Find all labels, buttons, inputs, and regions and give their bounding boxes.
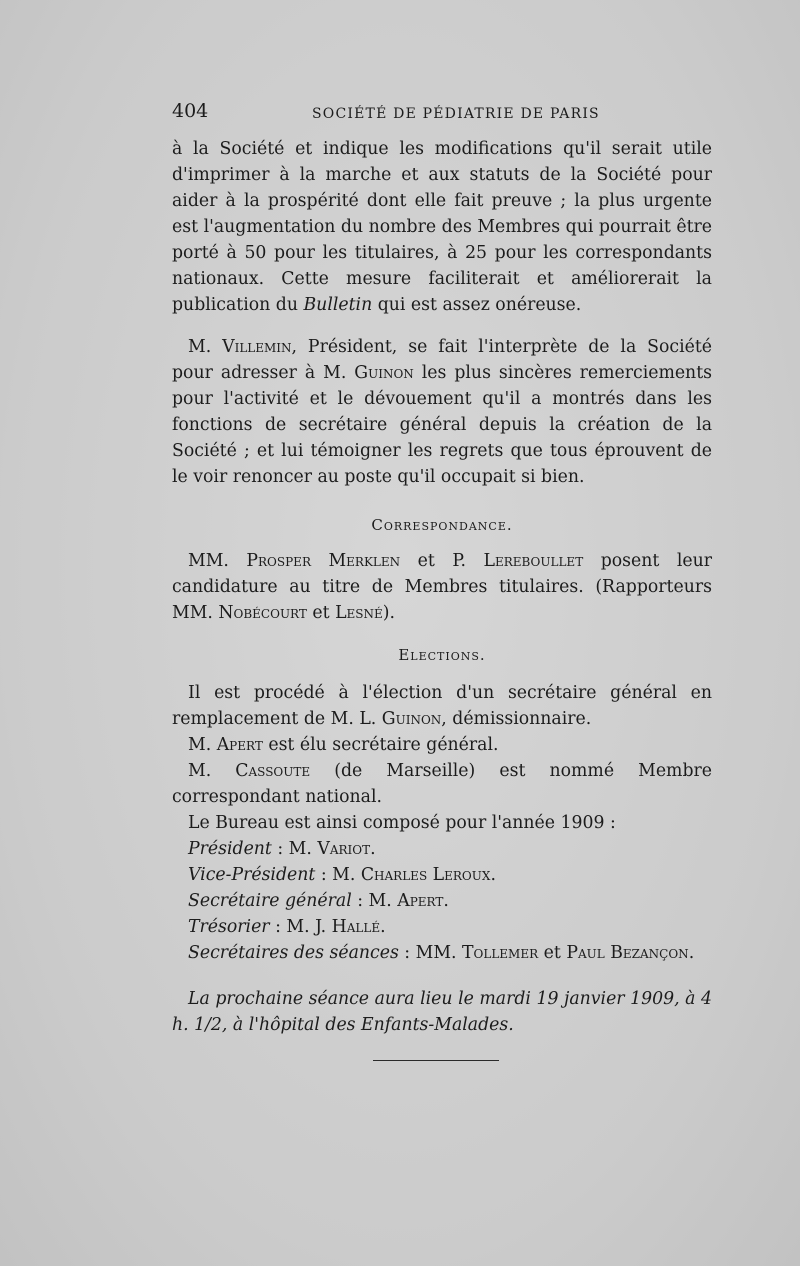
person-name: Tollemer xyxy=(462,943,539,963)
closing-rule xyxy=(373,1060,499,1061)
person-name: Nobécourt xyxy=(218,603,307,623)
punct: . xyxy=(443,891,449,911)
paragraph-text: ). xyxy=(382,603,396,623)
person-name: Guinon xyxy=(381,709,442,729)
running-head: SOCIÉTÉ DE PÉDIATRIE DE PARIS xyxy=(312,106,600,122)
role-label: Vice-Président xyxy=(188,865,316,885)
text-prefix: M. xyxy=(188,337,223,357)
paragraph-text: à la Société et indique les modifications qu'il serait utile d'imprimer à la marche et aux statuts de la Société pour aider à la prospérité dont elle fait preuve ; la plus urgente est l'augmentation du nombre des Membres qui pourrait être porté à 50 pour les titulaires, à 25 pour les correspondants nationaux. Cette mesure faciliterait et améliorerait la publication du xyxy=(172,139,712,315)
paragraph-statuts xyxy=(172,136,712,318)
person-name: Apert xyxy=(397,891,444,911)
role-label: Secrétaire général xyxy=(188,891,352,911)
person-name: Lesné xyxy=(335,603,383,623)
paragraph-text: , démissionnaire. xyxy=(441,709,592,729)
bureau-list xyxy=(172,836,712,966)
paragraph-tail: qui est assez onéreuse. xyxy=(372,295,582,315)
separator: : MM. xyxy=(398,943,462,963)
person-name: Prosper Merklen xyxy=(246,551,401,571)
paragraph-next-session xyxy=(172,986,712,1038)
bulletin-title: Bulletin xyxy=(303,295,373,315)
text-prefix: MM. xyxy=(188,551,247,571)
bureau-row-tresorier xyxy=(172,914,712,940)
paragraph-text: et xyxy=(306,603,336,623)
paragraph-cassoute xyxy=(172,758,712,810)
text-prefix: M. xyxy=(188,761,236,781)
separator: : M. xyxy=(271,839,318,859)
person-name: Charles Leroux xyxy=(360,865,491,885)
bureau-row-president xyxy=(172,836,712,862)
role-label: Trésorier xyxy=(188,917,270,937)
text-prefix: M. xyxy=(188,735,217,755)
paragraph-text: et P. xyxy=(400,551,484,571)
paragraph-text: les plus sincères remerciements pour l'activité et le dévouement qu'il a montrés dans les fonctions de secrétaire général depuis la création de la Société ; et lui témoigner les regrets que tous éprouvent de le voir renoncer au poste qu'il occupait si bien. xyxy=(172,363,713,487)
next-session-text: La prochaine séance aura lieu le mardi 19 janvier 1909, à 4 h. 1/2, à l'hôpital des Enfants-Malades. xyxy=(172,989,712,1035)
separator: : M. xyxy=(351,891,398,911)
person-name: Variot xyxy=(317,839,371,859)
separator: : M. J. xyxy=(269,917,332,937)
person-name: Paul Bezançon xyxy=(566,943,689,963)
role-label: Secrétaires des séances xyxy=(188,943,399,963)
section-title-correspondance: Correspondance. xyxy=(371,516,513,534)
paragraph-correspondance xyxy=(172,548,712,626)
person-name: Cassoute xyxy=(235,761,311,781)
paragraph-bureau-intro: Le Bureau est ainsi composé pour l'année 1909 : xyxy=(188,813,616,833)
paragraph-text: est élu secrétaire général. xyxy=(262,735,499,755)
bureau-row-secretaire-general xyxy=(172,888,712,914)
paragraph-text: , Président, se fait l'interprète de la Société pour adresser à M. xyxy=(172,337,712,383)
person-name: Lereboullet xyxy=(483,551,584,571)
document-page xyxy=(172,100,712,1061)
separator: et xyxy=(538,943,567,963)
page-number: 404 xyxy=(172,100,209,122)
person-name: Apert xyxy=(216,735,263,755)
punct: . xyxy=(370,839,376,859)
paragraph-apert xyxy=(172,732,712,758)
person-name: Guinon xyxy=(354,363,414,383)
paragraph-text: (de Marseille) est nommé Membre correspondant national. xyxy=(172,761,712,807)
page-header xyxy=(172,100,712,136)
paragraph-text: Il est procédé à l'élection d'un secrétaire général en remplacement de M. L. xyxy=(172,683,712,729)
bureau-row-secretaires-seances xyxy=(172,940,712,966)
bureau-row-vice-president xyxy=(172,862,712,888)
punct: . xyxy=(490,865,496,885)
paragraph-text: posent leur candidature au titre de Membres titulaires. (Rapporteurs MM. xyxy=(172,551,712,623)
role-label: Président xyxy=(188,839,272,859)
punct: . xyxy=(688,943,695,963)
separator: : M. xyxy=(315,865,361,885)
paragraph-villemin xyxy=(172,334,712,490)
section-title-elections: Elections. xyxy=(398,646,486,664)
person-name: Villemin xyxy=(222,337,292,357)
punct: . xyxy=(380,917,386,937)
paragraph-election xyxy=(172,680,712,732)
person-name: Hallé xyxy=(331,917,381,937)
